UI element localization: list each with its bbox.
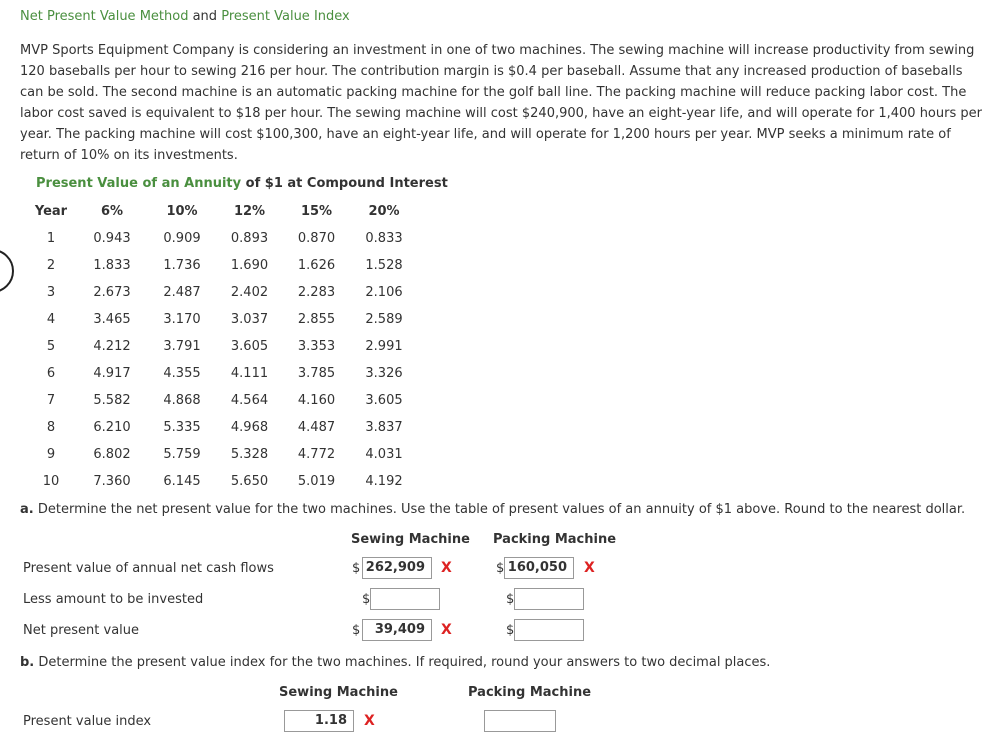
table-row bbox=[26, 225, 418, 252]
question-b bbox=[20, 655, 770, 670]
table-cell-value: 1.690 bbox=[230, 258, 269, 273]
table-cell-value: 5.019 bbox=[297, 474, 336, 489]
npv-method-link[interactable]: Net Present Value Method bbox=[20, 9, 189, 24]
header-6pct: 6% bbox=[100, 204, 124, 219]
wrong-mark-icon: X bbox=[584, 560, 595, 576]
table-cell-value: 4.772 bbox=[297, 447, 336, 462]
problem-description: MVP Sports Equipment Company is considering an investment in one of two machines. The sewing machine will increase productivity from sewing 120 baseballs per hour to sewing 216 per hour. The contribution margin is $0.4 per baseball. Assume that any increased production of baseballs can be sold. The second machine is an automatic packing machine for the golf ball line. The packing machine will reduce packing labor cost. The labor cost saved is equivalent to $18 per hour. The sewing machine will cost $240,900, have an eight-year life, and will operate for 1,400 hours per year. The packing machine will cost $100,300, have an eight-year life, and will operate for 1,200 hours per year. MVP seeks a minimum rate of return of 10% on its investments. bbox=[20, 43, 982, 163]
table-cell-value: 3.791 bbox=[163, 339, 201, 354]
table-cell-value: 4.355 bbox=[163, 366, 201, 381]
pv-index-label: Present value index bbox=[23, 714, 152, 729]
dollar-sign: $ bbox=[496, 561, 505, 576]
pv-cash-flows-label: Present value of annual net cash flows bbox=[23, 561, 274, 576]
table-cell-value: 2.589 bbox=[365, 312, 403, 327]
table-cell-value: 1.528 bbox=[365, 258, 403, 273]
dollar-sign: $ bbox=[506, 592, 515, 607]
table-cell-value: 4.192 bbox=[365, 474, 403, 489]
table-row bbox=[26, 252, 418, 279]
table-cell-value: 1.833 bbox=[93, 258, 131, 273]
table-cell-value: 4.111 bbox=[230, 366, 269, 381]
table-cell-value: 3.785 bbox=[297, 366, 336, 381]
dollar-sign: $ bbox=[362, 592, 371, 607]
table-cell-year: 10 bbox=[42, 474, 60, 489]
header-year: Year bbox=[34, 204, 68, 219]
table-cell-value: 1.736 bbox=[163, 258, 201, 273]
table-cell-value: 6.802 bbox=[93, 447, 131, 462]
table-cell-value: 4.031 bbox=[365, 447, 403, 462]
table-cell-year: 8 bbox=[46, 420, 56, 435]
table-row bbox=[26, 414, 418, 441]
less-invested-label: Less amount to be invested bbox=[23, 592, 204, 607]
table-cell-value: 2.673 bbox=[93, 285, 131, 300]
table-cell-value: 4.487 bbox=[297, 420, 336, 435]
table-cell-value: 5.759 bbox=[163, 447, 201, 462]
table-title bbox=[36, 176, 448, 191]
table-title-rest: of $1 at Compound Interest bbox=[245, 176, 448, 191]
table-cell-value: 4.212 bbox=[93, 339, 131, 354]
pv-sewing-input[interactable]: 262,909 bbox=[362, 557, 432, 579]
question-a bbox=[20, 502, 965, 517]
col-sewing-machine: Sewing Machine bbox=[351, 532, 470, 547]
npv-packing-input[interactable] bbox=[514, 619, 584, 641]
table-cell-year: 2 bbox=[46, 258, 56, 273]
table-cell-value: 0.870 bbox=[297, 231, 336, 246]
annuity-table-link[interactable]: Present Value of an Annuity bbox=[36, 176, 242, 191]
table-cell-value: 5.650 bbox=[230, 474, 269, 489]
table-cell-value: 2.855 bbox=[297, 312, 336, 327]
wrong-mark-icon: X bbox=[364, 713, 375, 729]
table-row bbox=[26, 306, 418, 333]
dollar-sign: $ bbox=[352, 623, 361, 638]
wrong-mark-icon: X bbox=[441, 560, 452, 576]
table-cell-value: 5.335 bbox=[163, 420, 201, 435]
table-row bbox=[26, 387, 418, 414]
decorative-circle bbox=[0, 249, 14, 293]
header-15pct: 15% bbox=[300, 204, 333, 219]
dollar-sign: $ bbox=[352, 561, 361, 576]
table-cell-year: 3 bbox=[46, 285, 56, 300]
table-cell-value: 2.106 bbox=[365, 285, 403, 300]
table-row bbox=[26, 333, 418, 360]
annuity-table bbox=[26, 198, 418, 495]
pv-index-link[interactable]: Present Value Index bbox=[221, 9, 350, 24]
table-cell-value: 0.909 bbox=[163, 231, 201, 246]
table-cell-value: 7.360 bbox=[93, 474, 131, 489]
wrong-mark-icon: X bbox=[441, 622, 452, 638]
table-row bbox=[26, 279, 418, 306]
col-packing-machine: Packing Machine bbox=[493, 532, 617, 547]
less-packing-input[interactable] bbox=[514, 588, 584, 610]
table-cell-value: 3.353 bbox=[297, 339, 336, 354]
table-cell-value: 3.037 bbox=[230, 312, 269, 327]
npv-sewing-input[interactable]: 39,409 bbox=[362, 619, 432, 641]
table-cell-value: 4.968 bbox=[230, 420, 269, 435]
table-row bbox=[26, 468, 418, 495]
table-cell-value: 0.893 bbox=[230, 231, 269, 246]
header-10pct: 10% bbox=[166, 204, 198, 219]
table-cell-year: 9 bbox=[46, 447, 56, 462]
table-cell-value: 4.917 bbox=[93, 366, 131, 381]
table-cell-value: 0.943 bbox=[93, 231, 131, 246]
table-cell-value: 2.283 bbox=[297, 285, 336, 300]
table-cell-value: 3.170 bbox=[163, 312, 201, 327]
table-header-row bbox=[26, 198, 418, 225]
table-cell-value: 4.868 bbox=[163, 393, 201, 408]
question-a-text: Determine the net present value for the two machines. Use the table of present values of an annuity of $1 above. Round to the nearest dollar. bbox=[37, 502, 966, 517]
table-cell-value: 2.402 bbox=[230, 285, 269, 300]
table-cell-year: 7 bbox=[46, 393, 56, 408]
table-cell-year: 5 bbox=[46, 339, 56, 354]
table-row bbox=[26, 360, 418, 387]
table-cell-value: 3.465 bbox=[93, 312, 131, 327]
question-b-text: Determine the present value index for the two machines. If required, round your answers to two decimal places. bbox=[38, 655, 771, 670]
index-packing-input[interactable] bbox=[484, 710, 556, 732]
question-b-prefix: b. bbox=[20, 655, 35, 670]
table-cell-value: 6.210 bbox=[93, 420, 131, 435]
table-cell-value: 2.487 bbox=[163, 285, 201, 300]
col-sewing-machine-b: Sewing Machine bbox=[279, 685, 398, 700]
table-cell-value: 6.145 bbox=[163, 474, 201, 489]
table-cell-value: 3.605 bbox=[230, 339, 269, 354]
header-20pct: 20% bbox=[368, 204, 400, 219]
table-cell-year: 4 bbox=[46, 312, 56, 327]
table-cell-value: 5.582 bbox=[93, 393, 131, 408]
page-title bbox=[20, 9, 350, 24]
dollar-sign: $ bbox=[506, 623, 515, 638]
col-packing-machine-b: Packing Machine bbox=[468, 685, 592, 700]
table-row bbox=[26, 441, 418, 468]
table-cell-year: 6 bbox=[46, 366, 56, 381]
table-cell-value: 2.991 bbox=[365, 339, 403, 354]
table-cell-value: 4.160 bbox=[297, 393, 336, 408]
less-sewing-input[interactable] bbox=[370, 588, 440, 610]
table-cell-value: 1.626 bbox=[297, 258, 336, 273]
question-a-prefix: a. bbox=[20, 502, 34, 517]
table-cell-value: 4.564 bbox=[230, 393, 269, 408]
table-cell-value: 3.605 bbox=[365, 393, 403, 408]
table-cell-year: 1 bbox=[46, 231, 56, 246]
npv-label: Net present value bbox=[23, 623, 140, 638]
pv-packing-input[interactable]: 160,050 bbox=[504, 557, 574, 579]
index-sewing-input[interactable]: 1.18 bbox=[284, 710, 354, 732]
table-cell-value: 3.837 bbox=[365, 420, 403, 435]
table-cell-value: 5.328 bbox=[230, 447, 269, 462]
title-and: and bbox=[192, 9, 218, 24]
table-cell-value: 3.326 bbox=[365, 366, 403, 381]
header-12pct: 12% bbox=[233, 204, 266, 219]
table-cell-value: 0.833 bbox=[365, 231, 403, 246]
